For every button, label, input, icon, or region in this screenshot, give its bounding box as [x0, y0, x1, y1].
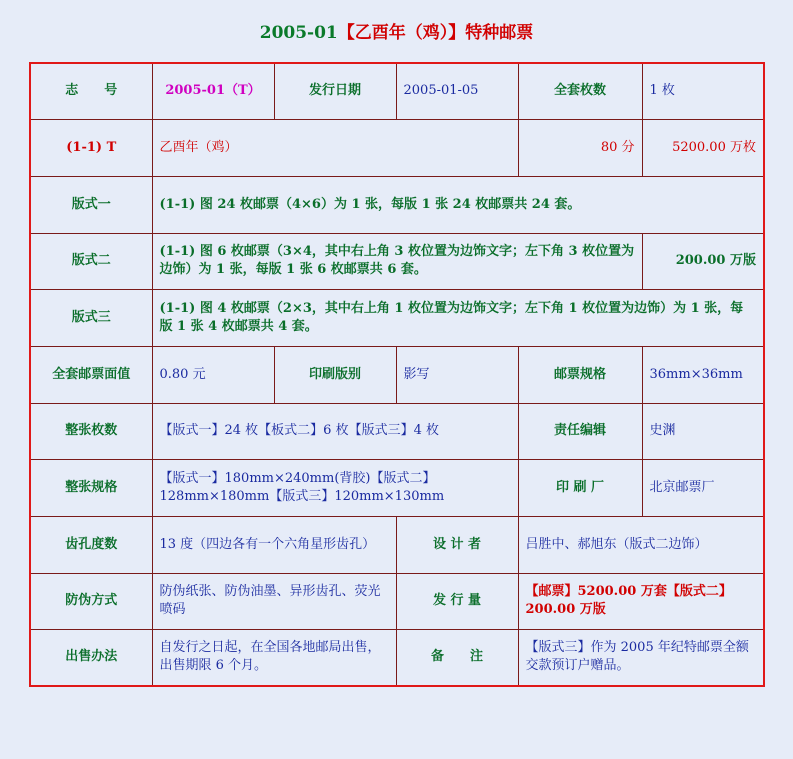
table-row: [30, 573, 764, 629]
set-count-label: 全套枚数: [518, 63, 642, 119]
sheet-spec-label: 整张规格: [30, 459, 152, 516]
face-value-label: 全套邮票面值: [30, 346, 152, 403]
printer-value: 北京邮票厂: [642, 459, 764, 516]
designer-value: 吕胜中、郝旭东（版式二边饰）: [518, 516, 764, 573]
format2-label: 版式二: [30, 233, 152, 289]
stamp-name: 乙酉年（鸡）: [152, 119, 518, 176]
issue-quantity-value: 【邮票】5200.00 万套【版式二】200.00 万版: [518, 573, 764, 629]
format2-quantity: 200.00 万版: [642, 233, 764, 289]
code-value: 2005-01（T）: [152, 63, 274, 119]
table-row: [30, 289, 764, 346]
table-row: [30, 176, 764, 233]
table-row: [30, 63, 764, 119]
format3-text: (1-1) 图 4 枚邮票（2×3，其中右上角 1 枚位置为边饰文字；左下角 1 枚位置为边饰）为 1 张，每版 1 张 4 枚邮票共 4 套。: [152, 289, 764, 346]
table-row: [30, 233, 764, 289]
format2-text: (1-1) 图 6 枚邮票（3×4，其中右上角 3 枚位置为边饰文字；左下角 3 枚位置为边饰）为 1 张，每版 1 张 6 枚邮票共 6 套。: [152, 233, 642, 289]
table-row: [30, 346, 764, 403]
printer-label: 印 刷 厂: [518, 459, 642, 516]
page-title: [0, 18, 793, 43]
stamp-denomination: 80 分: [518, 119, 642, 176]
perforation-label: 齿孔度数: [30, 516, 152, 573]
table-row: [30, 119, 764, 176]
editor-label: 责任编辑: [518, 403, 642, 459]
stamp-info-table: [29, 62, 765, 687]
format3-label: 版式三: [30, 289, 152, 346]
print-type-label: 印刷版别: [274, 346, 396, 403]
print-type-value: 影写: [396, 346, 518, 403]
code-label: 志 号: [30, 63, 152, 119]
sheet-count-label: 整张枚数: [30, 403, 152, 459]
stamp-quantity: 5200.00 万枚: [642, 119, 764, 176]
designer-label: 设 计 者: [396, 516, 518, 573]
sheet-count-value: 【版式一】24 枚【板式二】6 枚【版式三】4 枚: [152, 403, 518, 459]
note-label: 备 注: [396, 629, 518, 686]
table-row: [30, 459, 764, 516]
table-row: [30, 629, 764, 686]
issue-date-value: 2005-01-05: [396, 63, 518, 119]
note-value: 【版式三】作为 2005 年纪特邮票全额交款预订户赠品。: [518, 629, 764, 686]
perforation-value: 13 度（四边各有一个六角星形齿孔）: [152, 516, 396, 573]
format1-label: 版式一: [30, 176, 152, 233]
anti-counterfeit-value: 防伪纸张、防伪油墨、异形齿孔、荧光喷码: [152, 573, 396, 629]
stamp-code: (1-1) T: [30, 119, 152, 176]
anti-counterfeit-label: 防伪方式: [30, 573, 152, 629]
editor-value: 史渊: [642, 403, 764, 459]
sheet-spec-value: 【版式一】180mm×240mm(背胶)【版式二】128mm×180mm【版式三】120mm×130mm: [152, 459, 518, 516]
stamp-spec-value: 36mm×36mm: [642, 346, 764, 403]
title-code: 2005-01: [259, 23, 338, 43]
format1-text: (1-1) 图 24 枚邮票（4×6）为 1 张，每版 1 张 24 枚邮票共 24 套。: [152, 176, 764, 233]
title-name: 【乙酉年（鸡）】特种邮票: [337, 23, 534, 43]
stamp-spec-label: 邮票规格: [518, 346, 642, 403]
issue-quantity-label: 发 行 量: [396, 573, 518, 629]
table-row: [30, 403, 764, 459]
sale-method-value: 自发行之日起，在全国各地邮局出售，出售期限 6 个月。: [152, 629, 396, 686]
issue-date-label: 发行日期: [274, 63, 396, 119]
sale-method-label: 出售办法: [30, 629, 152, 686]
table-row: [30, 516, 764, 573]
set-count-value: 1 枚: [642, 63, 764, 119]
face-value: 0.80 元: [152, 346, 274, 403]
